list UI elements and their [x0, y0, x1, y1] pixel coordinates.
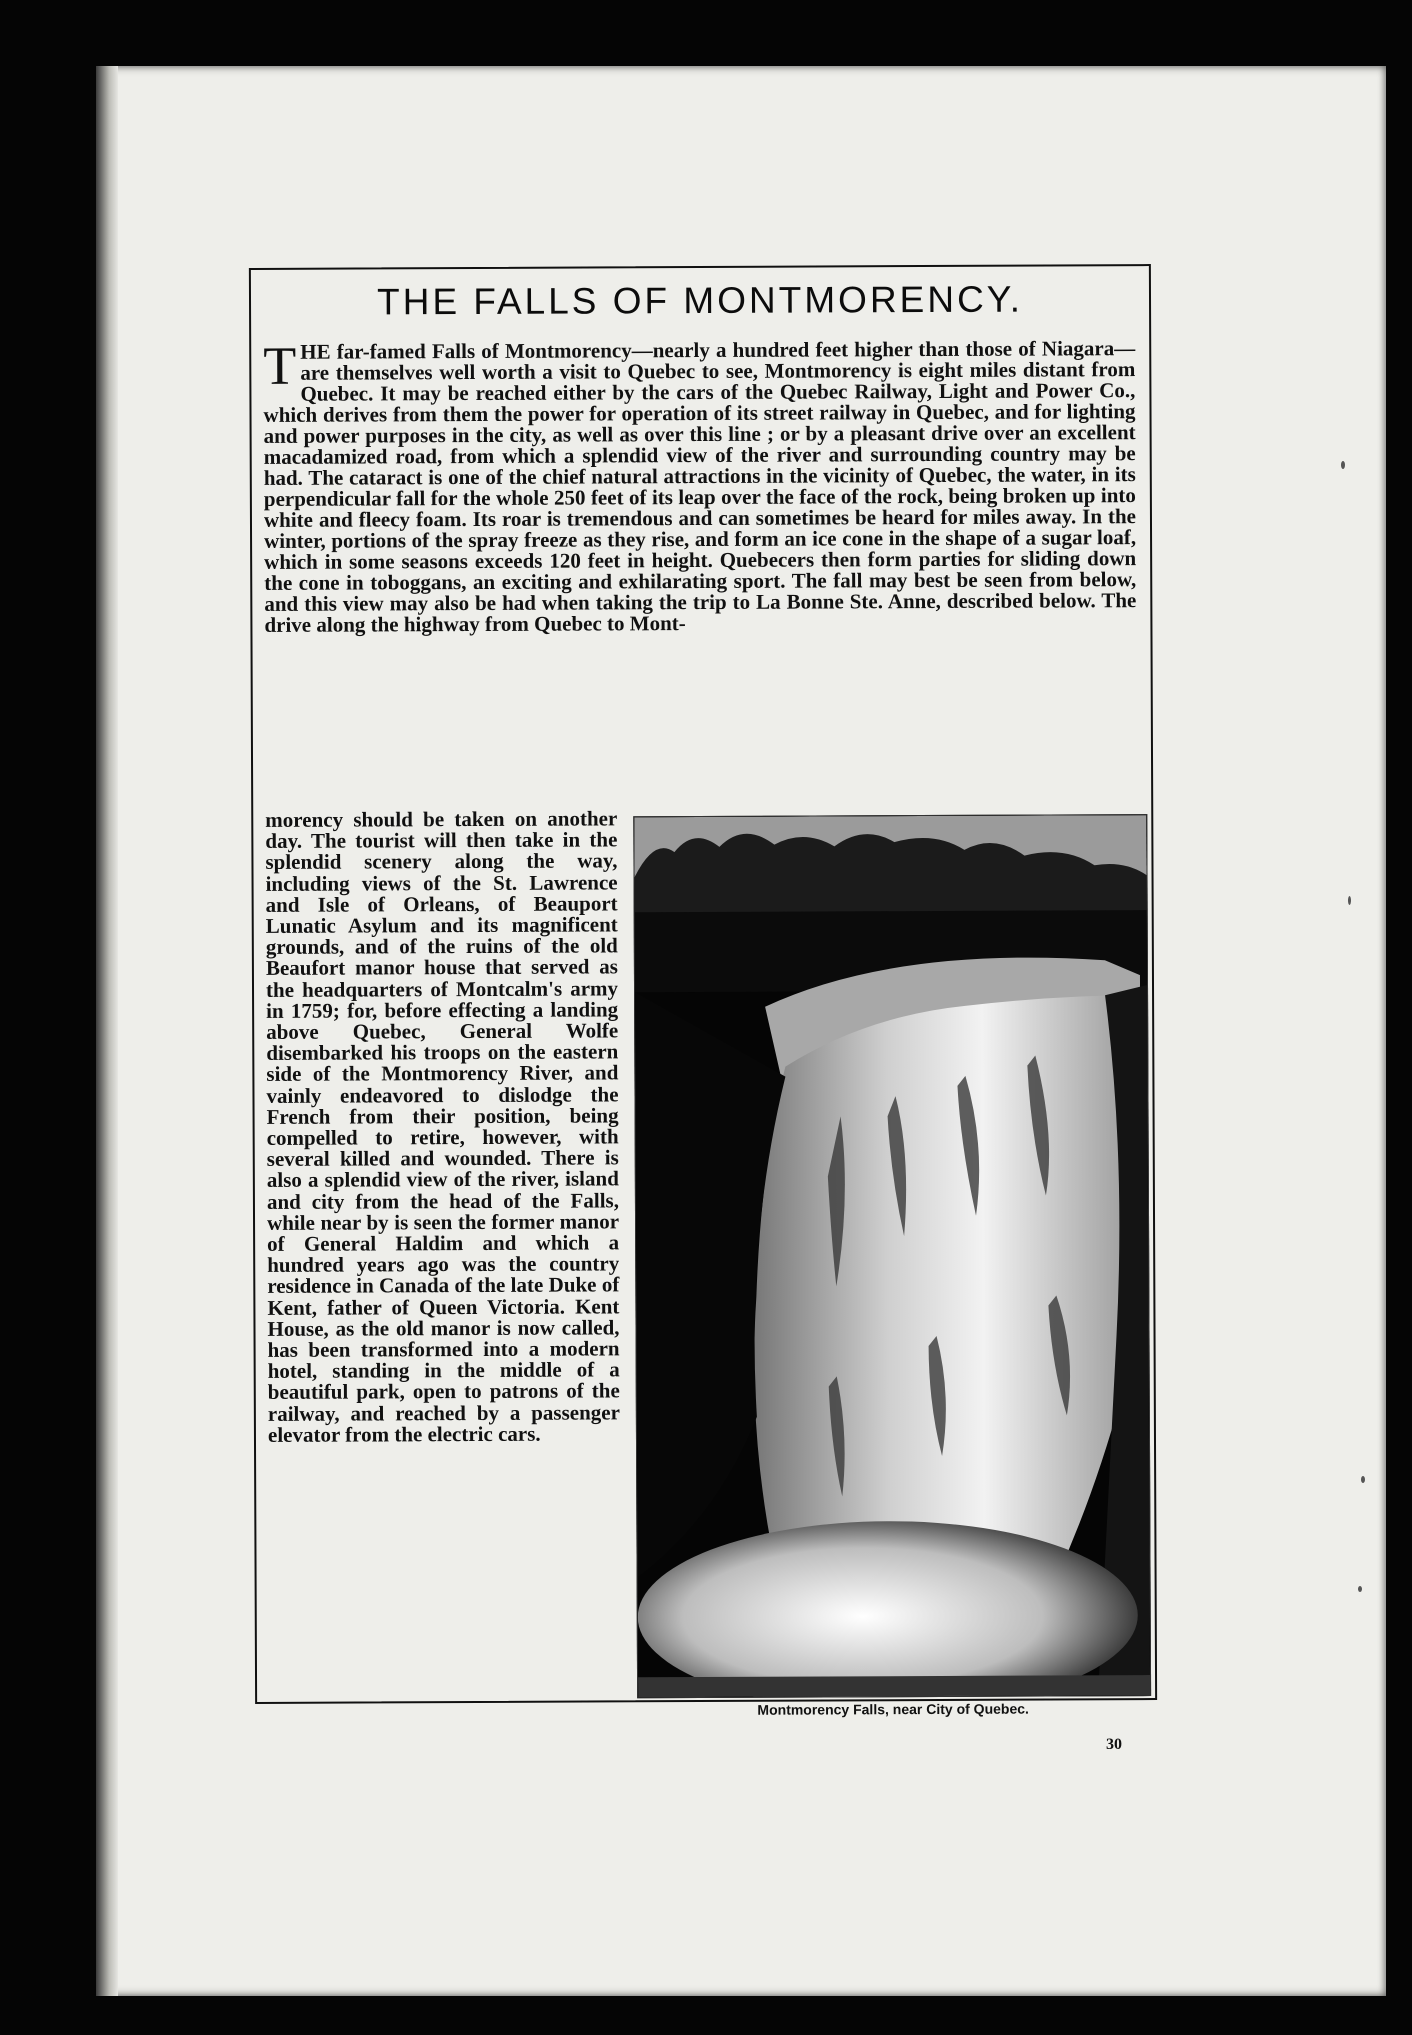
paper-speck: [1341, 461, 1345, 469]
paper-speck: [1358, 1586, 1362, 1592]
lead-paragraph-text: HE far-famed Falls of Montmorency—nearly a hundred feet higher than those of Niagara—are themselves well worth a visit to Quebec to see, Montmorency is eight miles distant from Quebec. It may be reached either by the cars of the Quebec Railway, Light and Power Co., which derives from them the power for operation of its street railway in Quebec, and for lighting and power purposes in the city, as well as over this line ; or by a pleasant drive over an excellent macadamized road, from which a splendid view of the river and surrounding country may be had. The cataract is one of the chief natural attractions in the vicinity of Quebec, the water, in its perpendicular fall for the whole 250 feet of its leap over the face of the rock, being broken up into white and fleecy foam. Its roar is tremendous and can sometimes be heard for miles away. In the winter, portions of the spray freeze as they rise, and form an ice cone in the shape of a sugar loaf, which in some seasons exceeds 120 feet in height. Quebecers then form parties for sliding down the cone in toboggans, an exciting and exhilarating sport. The fall may best be seen from below, and this view may also be had when taking the trip to La Bonne Ste. Anne, described below. The drive along the highway from Quebec to Mont-: [263, 336, 1137, 637]
page-number: 30: [1106, 1736, 1122, 1753]
drop-cap: T: [263, 335, 297, 396]
lead-paragraph: [263, 335, 1137, 637]
paper-speck: [1348, 896, 1351, 905]
waterfall-photo: [633, 814, 1151, 1698]
book-spine: [96, 66, 118, 1996]
column-paragraph: morency should be taken on another day. The tourist will then take in the splendid scenery along the way, including views of the St. Lawrence and Isle of Orleans, of Beauport Lunatic Asylum and its magnificent grounds, and of the ruins of the old Beaufort manor house that served as the headquarters of Montcalm's army in 1759; for, before effecting a landing above Quebec, General Wolfe disembarked his troops on the eastern side of the Montmorency River, and vainly endeavored to dislodge the French from their position, being compelled to retire, however, with several killed and wounded. There is also a splendid view of the river, island and city from the head of the Falls, while near by is seen the former manor of General Haldim and which a hundred years ago was the country residence in Canada of the late Duke of Kent, father of Queen Victoria. Kent House, as the old manor is now called, has been transformed into a modern hotel, standing in the middle of a beautiful park, open to patrons of the railway, and reached by a passenger elevator from the electric cars.: [265, 806, 620, 1447]
article-title: THE FALLS OF MONTMORENCY.: [376, 278, 1024, 323]
photo-caption: Montmorency Falls, near City of Quebec.: [757, 1700, 1029, 1718]
book-page: [96, 66, 1386, 1996]
article-frame: [249, 264, 1157, 1718]
paper-speck: [1361, 1476, 1365, 1483]
